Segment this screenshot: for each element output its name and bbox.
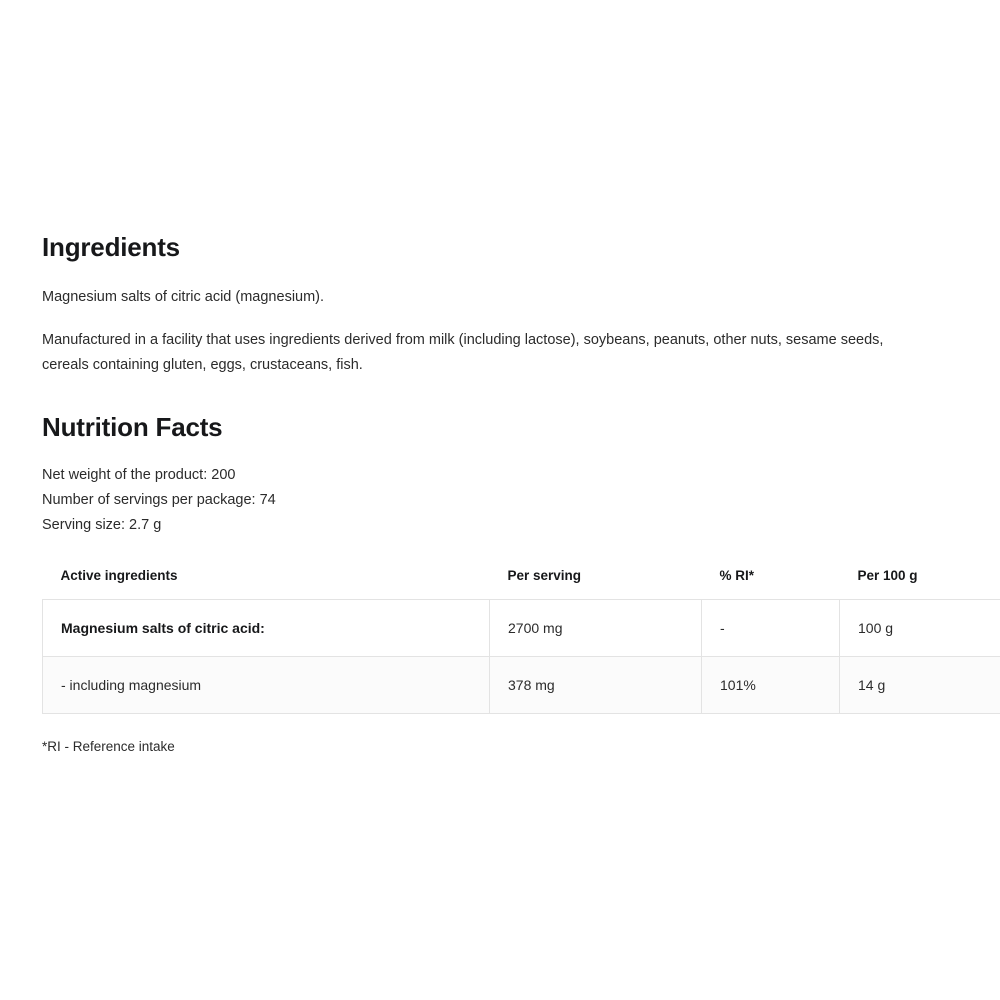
nutrition-summary-block <box>42 463 952 538</box>
servings-per-package-line: Number of servings per package: 74 <box>42 492 276 509</box>
cell-per-100g: 14 g <box>840 657 1000 714</box>
table-row <box>43 657 1000 714</box>
column-header-per-100g: Per 100 g <box>857 568 918 583</box>
cell-per-100g: 100 g <box>840 600 1000 657</box>
net-weight-line: Net weight of the product: 200 <box>42 467 236 484</box>
table-row <box>43 600 1000 657</box>
ingredients-composition-text: Magnesium salts of citric acid (magnesium). <box>42 289 325 306</box>
column-header-ri-percent: % RI* <box>719 568 755 583</box>
nutrition-table-body <box>43 600 1000 714</box>
cell-ingredient-name: Magnesium salts of citric acid: <box>43 600 490 657</box>
column-header-active-ingredients: Active ingredients <box>60 568 178 583</box>
ingredients-allergen-note: Manufactured in a facility that uses ingredients derived from milk (including lactose), soybeans, peanuts, other nuts, sesame seeds, cereals containing gluten, eggs, crustaceans, fish. <box>42 332 884 374</box>
nutrition-table-head <box>43 560 1000 600</box>
nutrition-facts-table <box>42 560 1000 714</box>
table-header-row <box>43 560 1000 600</box>
content-container <box>42 232 952 754</box>
column-header-per-serving: Per serving <box>507 568 582 583</box>
cell-per-serving: 2700 mg <box>490 600 702 657</box>
nutrition-facts-heading: Nutrition Facts <box>42 412 223 442</box>
cell-per-serving: 378 mg <box>490 657 702 714</box>
ingredients-heading: Ingredients <box>42 232 180 262</box>
cell-ri-percent: 101% <box>702 657 840 714</box>
cell-ri-percent: - <box>702 600 840 657</box>
serving-size-line: Serving size: 2.7 g <box>42 517 162 534</box>
reference-intake-footnote: *RI - Reference intake <box>42 739 175 754</box>
cell-ingredient-name: - including magnesium <box>43 657 490 714</box>
